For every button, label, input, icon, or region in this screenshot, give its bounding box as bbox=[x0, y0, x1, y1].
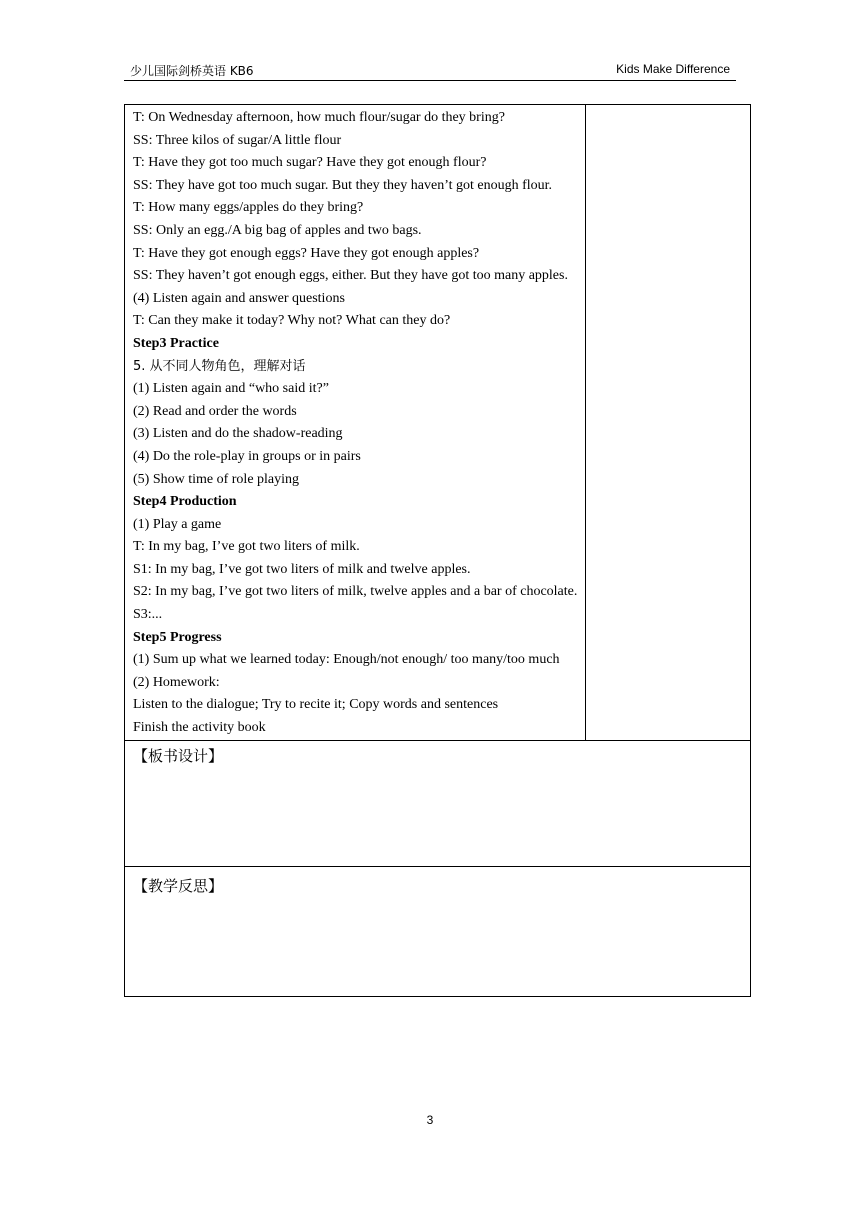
header-rule bbox=[124, 80, 736, 81]
lesson-line: (1) Play a game bbox=[133, 516, 222, 532]
lesson-line: S3:... bbox=[133, 607, 163, 623]
lesson-line: T: Have they got enough eggs? Have they got enough apples? bbox=[133, 245, 480, 261]
lesson-line: T: How many eggs/apples do they bring? bbox=[133, 200, 364, 216]
lesson-line: T: In my bag, I’ve got two liters of milk. bbox=[133, 539, 360, 555]
lesson-line: (5) Show time of role playing bbox=[133, 471, 300, 487]
lesson-line: (3) Listen and do the shadow-reading bbox=[133, 426, 343, 442]
lesson-line: (1) Sum up what we learned today: Enough/not enough/ too many/too much bbox=[133, 652, 560, 668]
board-design-cell bbox=[125, 740, 751, 866]
lesson-line: SS: Only an egg./A big bag of apples and two bags. bbox=[133, 222, 422, 238]
page-header-right: Kids Make Difference bbox=[616, 62, 730, 76]
step-heading: Step3 Practice bbox=[133, 335, 219, 351]
lesson-line: S2: In my bag, I’ve got two liters of milk, twelve apples and a bar of chocolate. bbox=[133, 584, 578, 600]
lesson-line: Finish the activity book bbox=[133, 720, 266, 736]
lesson-plan-table bbox=[124, 104, 751, 997]
lesson-line: Listen to the dialogue; Try to recite it; Copy words and sentences bbox=[133, 697, 499, 713]
procedure-cell bbox=[125, 105, 586, 741]
notes-cell bbox=[586, 105, 751, 741]
page-header-left: 少儿国际剑桥英语 KB6 bbox=[130, 64, 254, 78]
lesson-line: T: On Wednesday afternoon, how much flour/sugar do they bring? bbox=[133, 110, 505, 125]
lesson-line: 5. 从不同人物角色，理解对话 bbox=[133, 358, 306, 374]
board-design-title: 【板书设计】 bbox=[133, 746, 224, 765]
page-number: 3 bbox=[426, 1113, 434, 1127]
lesson-line: (2) Read and order the words bbox=[133, 403, 297, 419]
step-heading: Step4 Production bbox=[133, 494, 237, 510]
procedure-row bbox=[125, 105, 751, 741]
procedure-text bbox=[133, 107, 579, 740]
teaching-reflection-title: 【教学反思】 bbox=[133, 876, 224, 895]
lesson-line: SS: They haven’t got enough eggs, either. But they have got too many apples. bbox=[133, 268, 568, 284]
lesson-line: T: Can they make it today? Why not? What can they do? bbox=[133, 313, 451, 329]
teaching-reflection-row bbox=[125, 866, 751, 996]
lesson-line: (2) Homework: bbox=[133, 674, 220, 690]
teaching-reflection-cell bbox=[125, 866, 751, 996]
lesson-line: (4) Do the role-play in groups or in pairs bbox=[133, 448, 361, 464]
lesson-line: SS: Three kilos of sugar/A little flour bbox=[133, 132, 342, 148]
step-heading: Step5 Progress bbox=[133, 629, 222, 645]
lesson-line: T: Have they got too much sugar? Have they got enough flour? bbox=[133, 155, 487, 171]
board-design-row bbox=[125, 740, 751, 866]
lesson-line: SS: They have got too much sugar. But they they haven’t got enough flour. bbox=[133, 177, 553, 193]
lesson-line: (1) Listen again and “who said it?” bbox=[133, 381, 329, 397]
lesson-line: (4) Listen again and answer questions bbox=[133, 290, 345, 306]
lesson-line: S1: In my bag, I’ve got two liters of milk and twelve apples. bbox=[133, 561, 471, 577]
